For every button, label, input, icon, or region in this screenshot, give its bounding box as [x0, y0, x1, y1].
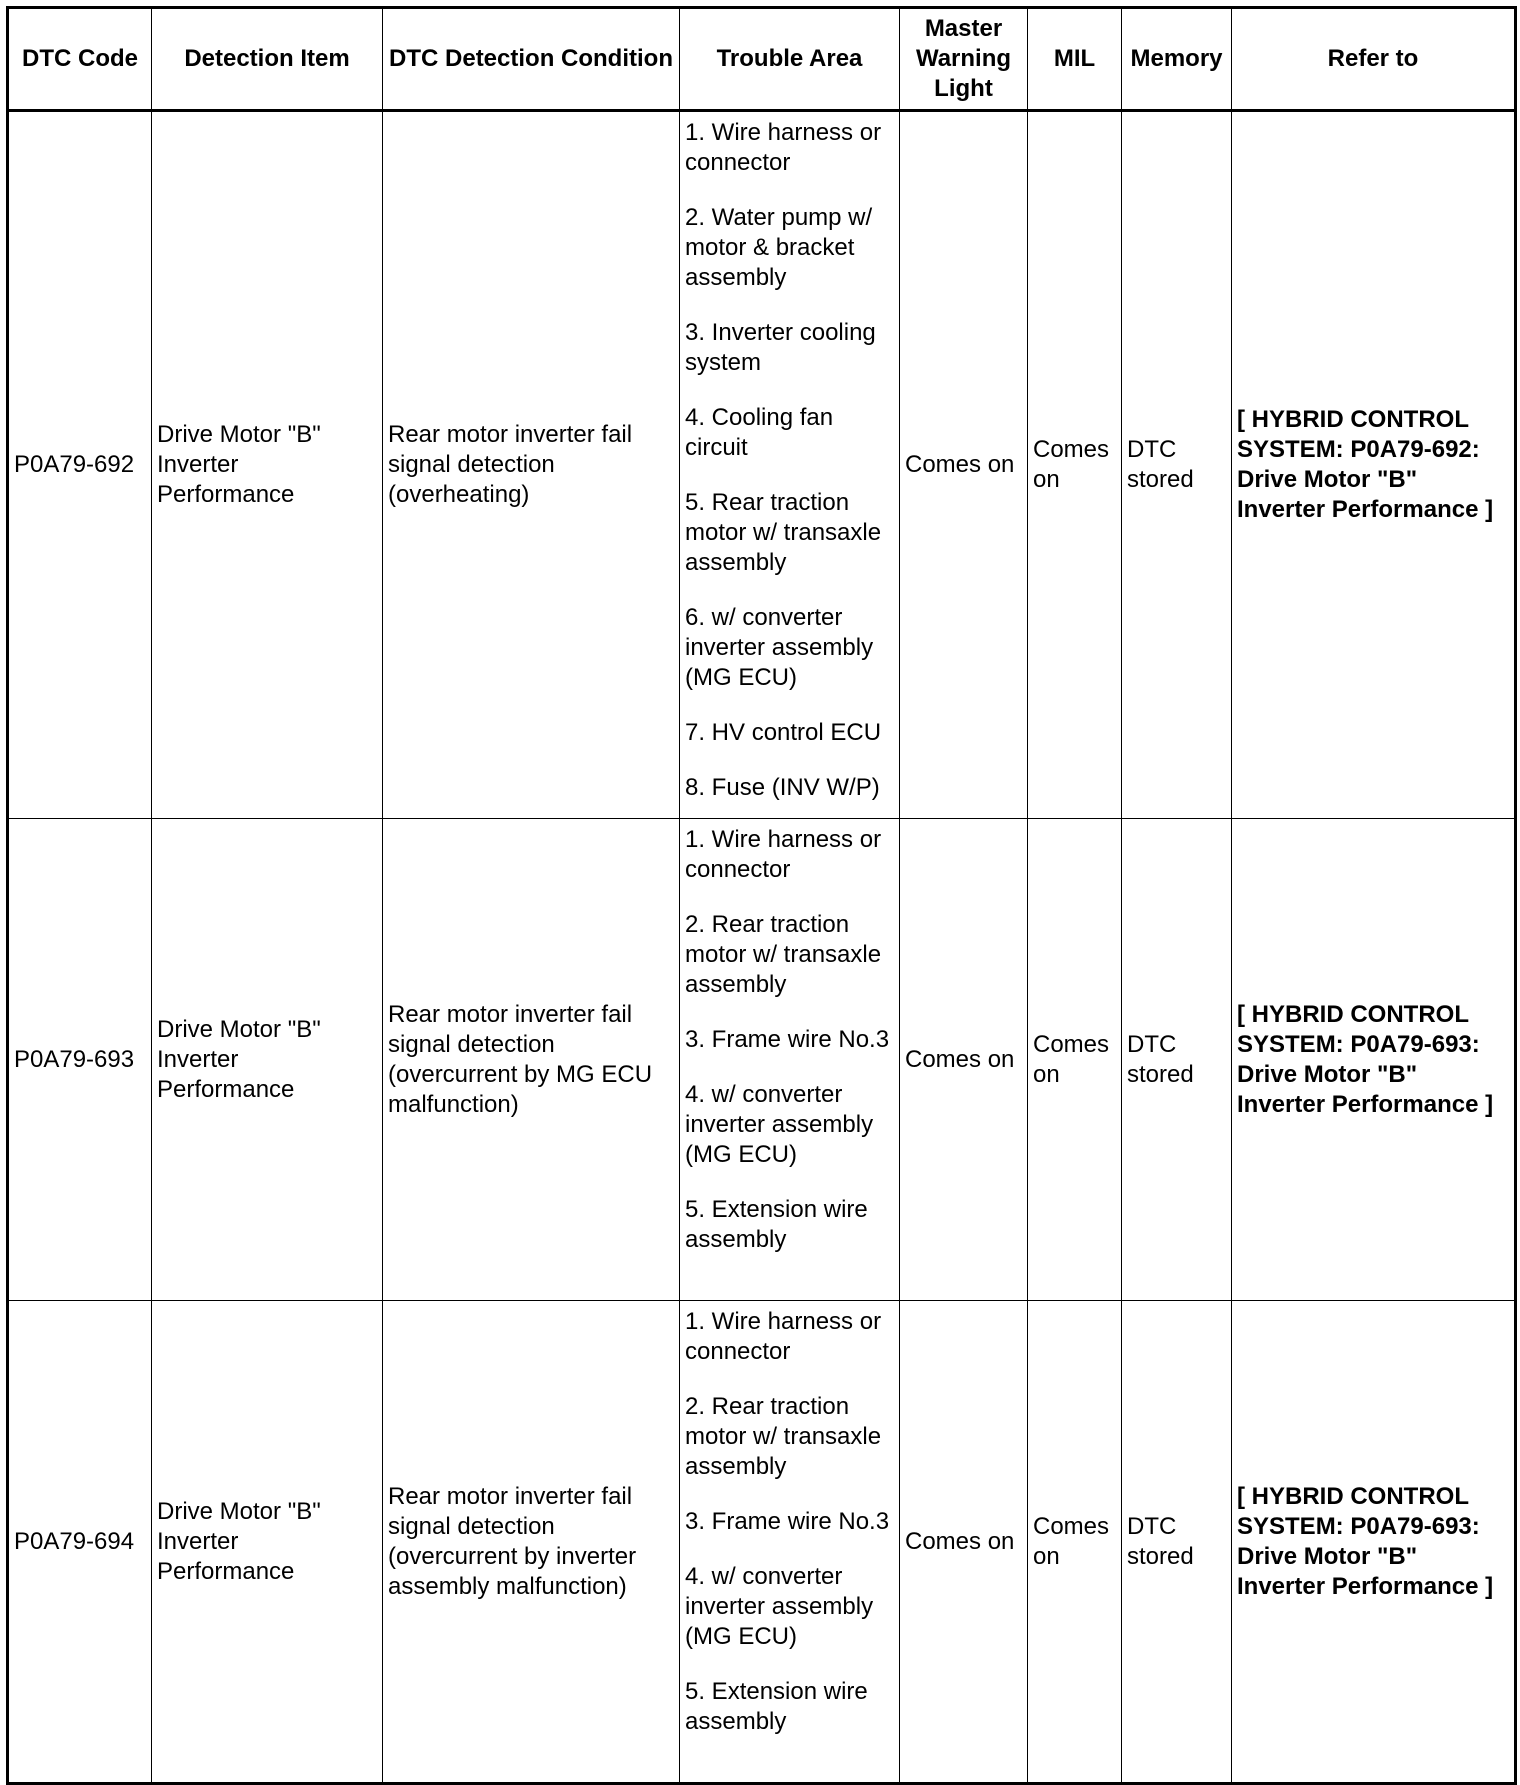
master-warning-light-cell: Comes on — [900, 111, 1028, 819]
header-dtc-code: DTC Code — [8, 8, 152, 111]
trouble-area-item: 3. Frame wire No.3 — [685, 1508, 890, 1535]
header-refer-to: Refer to — [1232, 8, 1516, 111]
trouble-area-item: 2. Rear traction motor w/ transaxle assembly — [685, 911, 882, 998]
master-warning-light-cell: Comes on — [900, 1301, 1028, 1784]
detection-item-cell: Drive Motor "B" Inverter Performance — [152, 111, 383, 819]
header-mil: MIL — [1028, 8, 1122, 111]
trouble-area-cell — [680, 111, 900, 819]
header-memory: Memory — [1122, 8, 1232, 111]
table-row — [8, 111, 1516, 819]
trouble-area-item: 2. Water pump w/ motor & bracket assembly — [685, 204, 873, 291]
trouble-area-cell — [680, 1301, 900, 1784]
dtc-code-cell: P0A79-694 — [8, 1301, 152, 1784]
detection-condition-cell: Rear motor inverter fail signal detection (overcurrent by MG ECU malfunction) — [383, 819, 680, 1301]
trouble-area-item: 4. Cooling fan circuit — [685, 404, 834, 461]
trouble-area-item: 7. HV control ECU — [685, 719, 882, 746]
detection-condition-cell: Rear motor inverter fail signal detection (overcurrent by inverter assembly malfunction) — [383, 1301, 680, 1784]
detection-item-cell: Drive Motor "B" Inverter Performance — [152, 1301, 383, 1784]
detection-item-cell: Drive Motor "B" Inverter Performance — [152, 819, 383, 1301]
trouble-area-item: 3. Inverter cooling system — [685, 319, 876, 376]
trouble-area-cell — [680, 819, 900, 1301]
mil-cell: Comes on — [1028, 111, 1122, 819]
mil-cell: Comes on — [1028, 819, 1122, 1301]
detection-condition-cell: Rear motor inverter fail signal detection (overheating) — [383, 111, 680, 819]
header-trouble-area: Trouble Area — [680, 8, 900, 111]
table-row — [8, 819, 1516, 1301]
trouble-area-item: 5. Extension wire assembly — [685, 1196, 868, 1253]
trouble-area-item: 1. Wire harness or connector — [685, 1308, 882, 1365]
header-detection-item: Detection Item — [152, 8, 383, 111]
table-row — [8, 1301, 1516, 1784]
refer-to-link[interactable]: [ HYBRID CONTROL SYSTEM: P0A79-693: Drive Motor "B" Inverter Performance ] — [1232, 819, 1516, 1301]
trouble-area-item: 6. w/ converter inverter assembly (MG ECU) — [685, 604, 874, 691]
header-master-warning-light: Master Warning Light — [900, 8, 1028, 111]
dtc-code-cell: P0A79-693 — [8, 819, 152, 1301]
memory-cell: DTC stored — [1122, 819, 1232, 1301]
refer-to-link[interactable]: [ HYBRID CONTROL SYSTEM: P0A79-692: Drive Motor "B" Inverter Performance ] — [1232, 111, 1516, 819]
master-warning-light-cell: Comes on — [900, 819, 1028, 1301]
trouble-area-item: 4. w/ converter inverter assembly (MG ECU) — [685, 1563, 874, 1650]
header-row — [8, 8, 1516, 111]
refer-to-link[interactable]: [ HYBRID CONTROL SYSTEM: P0A79-693: Drive Motor "B" Inverter Performance ] — [1232, 1301, 1516, 1784]
trouble-area-item: 5. Extension wire assembly — [685, 1678, 868, 1735]
memory-cell: DTC stored — [1122, 1301, 1232, 1784]
trouble-area-item: 2. Rear traction motor w/ transaxle assembly — [685, 1393, 882, 1480]
dtc-table — [6, 6, 1517, 1785]
header-detection-condition: DTC Detection Condition — [383, 8, 680, 111]
trouble-area-item: 3. Frame wire No.3 — [685, 1026, 890, 1053]
mil-cell: Comes on — [1028, 1301, 1122, 1784]
trouble-area-item: 5. Rear traction motor w/ transaxle assembly — [685, 489, 882, 576]
trouble-area-item: 4. w/ converter inverter assembly (MG ECU) — [685, 1081, 874, 1168]
memory-cell: DTC stored — [1122, 111, 1232, 819]
trouble-area-item: 8. Fuse (INV W/P) — [685, 774, 880, 801]
trouble-area-item: 1. Wire harness or connector — [685, 826, 882, 883]
dtc-code-cell: P0A79-692 — [8, 111, 152, 819]
trouble-area-item: 1. Wire harness or connector — [685, 119, 882, 176]
